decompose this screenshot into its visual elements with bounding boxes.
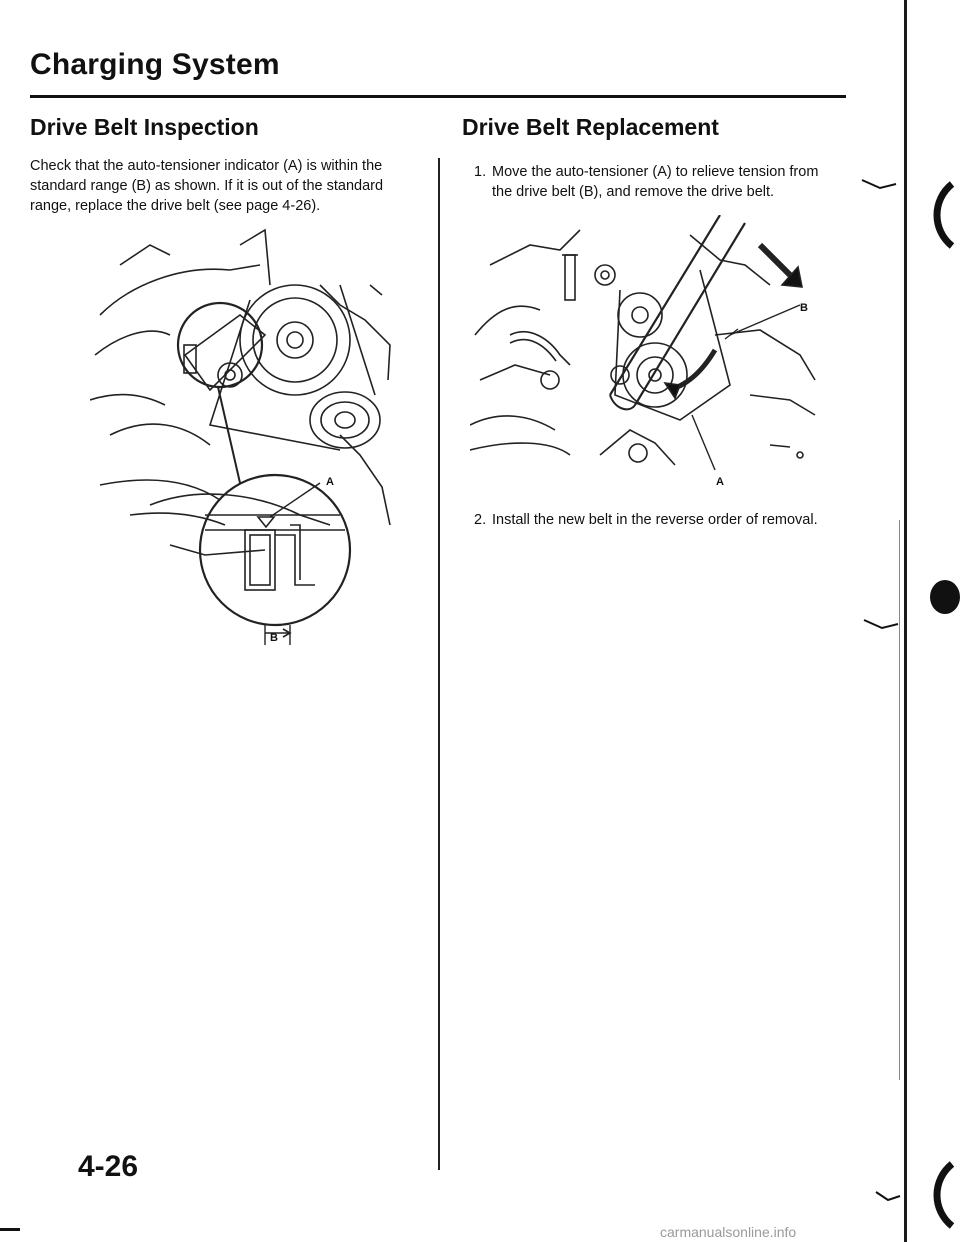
tensioner-inspection-figure [90,225,410,645]
column-divider [438,158,440,1170]
page-number: 4-26 [78,1150,139,1183]
watermark: carmanualsonline.info [660,1224,797,1240]
inspection-paragraph: Check that the auto-tensioner indicator (A) is within the standard range (B) as shown. If it is out of the standard range, replace the drive belt (see page 4-26). [30,158,384,214]
step-2-number: 2. [474,512,487,528]
drive-belt-inspection-heading: Drive Belt Inspection [30,114,259,140]
binding-tick-mid-icon [862,618,902,632]
binding-edge-line [904,0,907,1242]
binding-tick-top-icon [860,178,900,192]
step-2-text: Install the new belt in the reverse order of removal. [492,512,818,528]
inspection-label-a: A [326,476,334,488]
inspection-label-b: B [270,632,278,644]
step-1-number: 1. [474,164,487,180]
drive-belt-replacement-heading: Drive Belt Replacement [462,114,719,140]
binding-dot-icon [930,580,960,614]
footer-mark [0,1228,20,1231]
engine-contour [100,265,260,315]
page-title: Charging System [30,48,280,81]
binding-edge-thin-line [899,520,900,1080]
replacement-label-a: A [716,476,724,488]
binding-tick-bottom-icon [874,1190,902,1204]
replacement-label-b: B [800,302,808,314]
binding-paren-bottom-icon [920,1160,960,1230]
title-divider [30,95,846,98]
belt-replacement-figure [470,215,820,480]
step-1-text: Move the auto-tensioner (A) to relieve tension from the drive belt (B), and remove the drive belt. [492,164,819,200]
binding-paren-top-icon [920,180,960,250]
